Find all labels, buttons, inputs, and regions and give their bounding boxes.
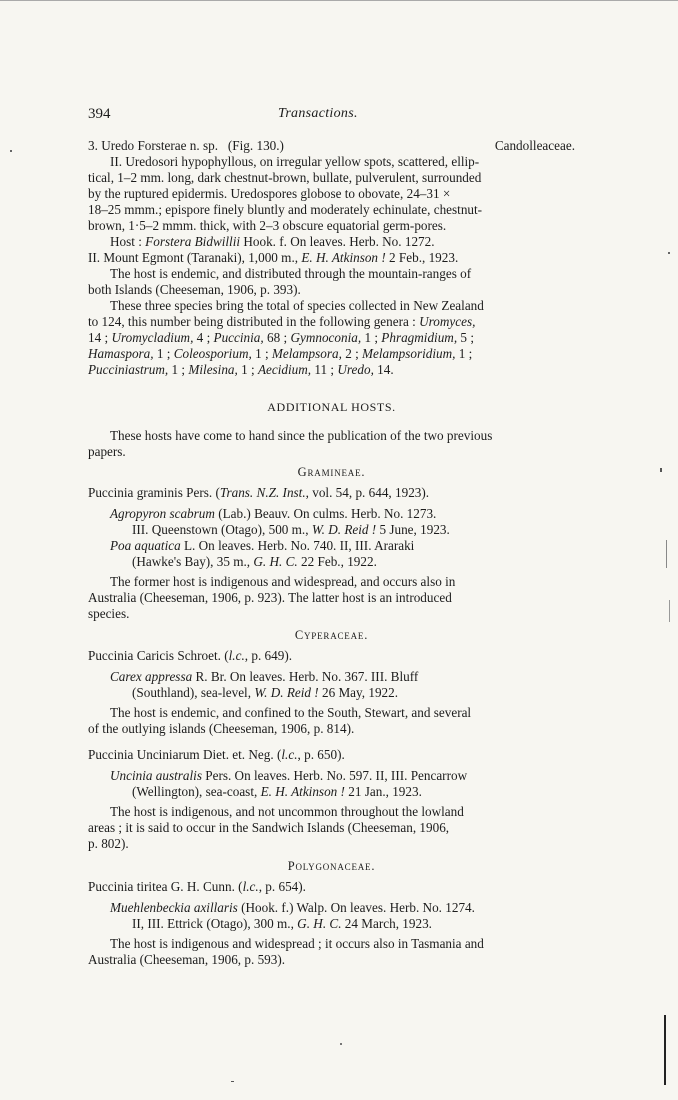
note-line: species. xyxy=(88,606,130,621)
genus: Melampsoridium, xyxy=(362,346,456,361)
description-line: brown, 1·5–2 mmm. thick, with 2–3 obscure equatorial germ-pores. xyxy=(88,218,447,233)
note-line: p. 802). xyxy=(88,836,129,851)
host-locality-line: (Southland), sea-level, W. D. Reid ! 26 May, 1922. xyxy=(132,685,399,700)
family-heading: Polygonaceae. xyxy=(287,859,376,873)
genus: Puccinia, xyxy=(213,330,264,345)
genus: Melampsora, xyxy=(271,346,342,361)
host-name: Uncinia australis xyxy=(110,768,202,783)
genera-list: 14 ; Uromycladium, 4 ; Puccinia, 68 ; Gymnoconia, 1 ; Phragmidium, 5 ; xyxy=(88,330,474,345)
host-name: Poa aquatica xyxy=(110,538,181,553)
genus: Uromycladium, xyxy=(111,330,194,345)
host-line: Poa aquatica L. On leaves. Herb. No. 740. II, III. Araraki xyxy=(110,538,415,553)
host-locality-line: II, III. Ettrick (Otago), 300 m., G. H. C. 24 March, 1923. xyxy=(132,916,432,931)
endemic-note: The host is endemic, and distributed through the mountain-ranges of xyxy=(110,266,472,281)
genera-list: Hamaspora, 1 ; Coleosporium, 1 ; Melampsora, 2 ; Melampsoridium, 1 ; xyxy=(88,346,473,361)
genus: Hamaspora, xyxy=(88,346,154,361)
host-name: Forstera Bidwillii xyxy=(145,234,241,249)
collector: E. H. Atkinson ! xyxy=(260,784,345,799)
speck xyxy=(668,252,670,254)
section-heading: ADDITIONAL HOSTS. xyxy=(267,400,396,414)
note-line: The host is endemic, and confined to the South, Stewart, and several xyxy=(110,705,472,720)
binding-mark xyxy=(666,540,667,568)
species-title: 3. Uredo Forsterae n. sp. xyxy=(88,138,219,153)
genus: Uredo, xyxy=(337,362,374,377)
collector: G. H. C. xyxy=(297,916,342,931)
family-heading: Gramineae. xyxy=(297,465,366,479)
host-locality-line: II. Mount Egmont (Taranaki), 1,000 m., E. H. Atkinson ! 2 Feb., 1923. xyxy=(88,250,459,265)
speck xyxy=(231,1081,234,1082)
genus: Phragmidium, xyxy=(381,330,458,345)
species-line: Puccinia Unciniarum Diet. et. Neg. (l.c., p. 650). xyxy=(88,747,345,762)
host-line: Agropyron scabrum (Lab.) Beauv. On culms. Herb. No. 1273. xyxy=(110,506,437,521)
species-heading xyxy=(88,138,575,154)
host-name: Agropyron scabrum xyxy=(110,506,215,521)
description-line: II. Uredosori hypophyllous, on irregular yellow spots, scattered, ellip- xyxy=(110,154,480,169)
note-line: of the outlying islands (Cheeseman, 1906, p. 814). xyxy=(88,721,355,736)
summary-line: These three species bring the total of species collected in New Zealand xyxy=(110,298,484,313)
host-line: Carex appressa R. Br. On leaves. Herb. No. 367. III. Bluff xyxy=(110,669,419,684)
description-line: tical, 1–2 mm. long, dark chestnut-brown, bullate, pulverulent, surrounded xyxy=(88,170,482,185)
host-locality-line: (Hawke's Bay), 35 m., G. H. C. 22 Feb., 1922. xyxy=(132,554,377,569)
speck xyxy=(340,1043,342,1045)
intro-line: papers. xyxy=(88,444,126,459)
page-body xyxy=(88,138,575,968)
genus: Coleosporium, xyxy=(173,346,252,361)
species-line: Puccinia Caricis Schroet. (l.c., p. 649). xyxy=(88,648,293,663)
binding-mark xyxy=(669,600,670,622)
collector: W. D. Reid ! xyxy=(254,685,319,700)
binding-mark xyxy=(664,1015,666,1085)
figure-ref: (Fig. 130.) xyxy=(227,138,284,153)
host-locality-line: III. Queenstown (Otago), 500 m., W. D. Reid ! 5 June, 1923. xyxy=(132,522,450,537)
genus: Milesina, xyxy=(188,362,238,377)
genus: Pucciniastrum, xyxy=(88,362,169,377)
speck xyxy=(10,150,12,152)
species-line: Puccinia graminis Pers. (Trans. N.Z. Inst., vol. 54, p. 644, 1923). xyxy=(88,485,430,500)
host-name: Carex appressa xyxy=(110,669,193,684)
summary-line: to 124, this number being distributed in the following genera : Uromyces, xyxy=(88,314,476,329)
intro-line: These hosts have come to hand since the publication of the two previous xyxy=(110,428,493,443)
collector: W. D. Reid ! xyxy=(311,522,377,537)
speck xyxy=(660,468,662,472)
collector: G. H. C. xyxy=(253,554,298,569)
note-line: areas ; it is said to occur in the Sandwich Islands (Cheeseman, 1906, xyxy=(88,820,450,835)
endemic-note: both Islands (Cheeseman, 1906, p. 393). xyxy=(88,282,301,297)
genus: Uromyces, xyxy=(419,314,476,329)
host-locality-line: (Wellington), sea-coast, E. H. Atkinson ! 21 Jan., 1923. xyxy=(132,784,422,799)
top-edge-line xyxy=(0,0,678,1)
collector: E. H. Atkinson ! xyxy=(301,250,386,265)
family-heading: Cyperaceae. xyxy=(294,628,369,642)
note-line: The host is indigenous, and not uncommon throughout the lowland xyxy=(110,804,464,819)
family-name: Candolleaceae. xyxy=(494,138,575,153)
note-line: Australia (Cheeseman, 1906, p. 923). The latter host is an introduced xyxy=(88,590,452,605)
host-line: Host : Forstera Bidwillii Hook. f. On leaves. Herb. No. 1272. xyxy=(110,234,435,249)
host-name: Muehlenbeckia axillaris xyxy=(110,900,238,915)
note-line: The former host is indigenous and widespread, and occurs also in xyxy=(110,574,456,589)
genera-list: Pucciniastrum, 1 ; Milesina, 1 ; Aecidium, 11 ; Uredo, 14. xyxy=(88,362,394,377)
running-head: Transactions. xyxy=(278,106,358,121)
note-line: Australia (Cheeseman, 1906, p. 593). xyxy=(88,952,286,967)
genus: Gymnoconia, xyxy=(290,330,362,345)
host-line: Muehlenbeckia axillaris (Hook. f.) Walp. On leaves. Herb. No. 1274. xyxy=(110,900,475,915)
page-number: 394 xyxy=(88,106,111,122)
description-line: 18–25 mmm.; epispore finely bluntly and moderately echinulate, chestnut- xyxy=(88,202,483,217)
page-header xyxy=(88,106,575,128)
species-line: Puccinia tiritea G. H. Cunn. (l.c., p. 654). xyxy=(88,879,306,894)
note-line: The host is indigenous and widespread ; it occurs also in Tasmania and xyxy=(110,936,484,951)
genus: Aecidium, xyxy=(257,362,312,377)
host-line: Uncinia australis Pers. On leaves. Herb. No. 597. II, III. Pencarrow xyxy=(110,768,468,783)
description-line: by the ruptured epidermis. Uredospores globose to obovate, 24–31 × xyxy=(88,186,451,201)
